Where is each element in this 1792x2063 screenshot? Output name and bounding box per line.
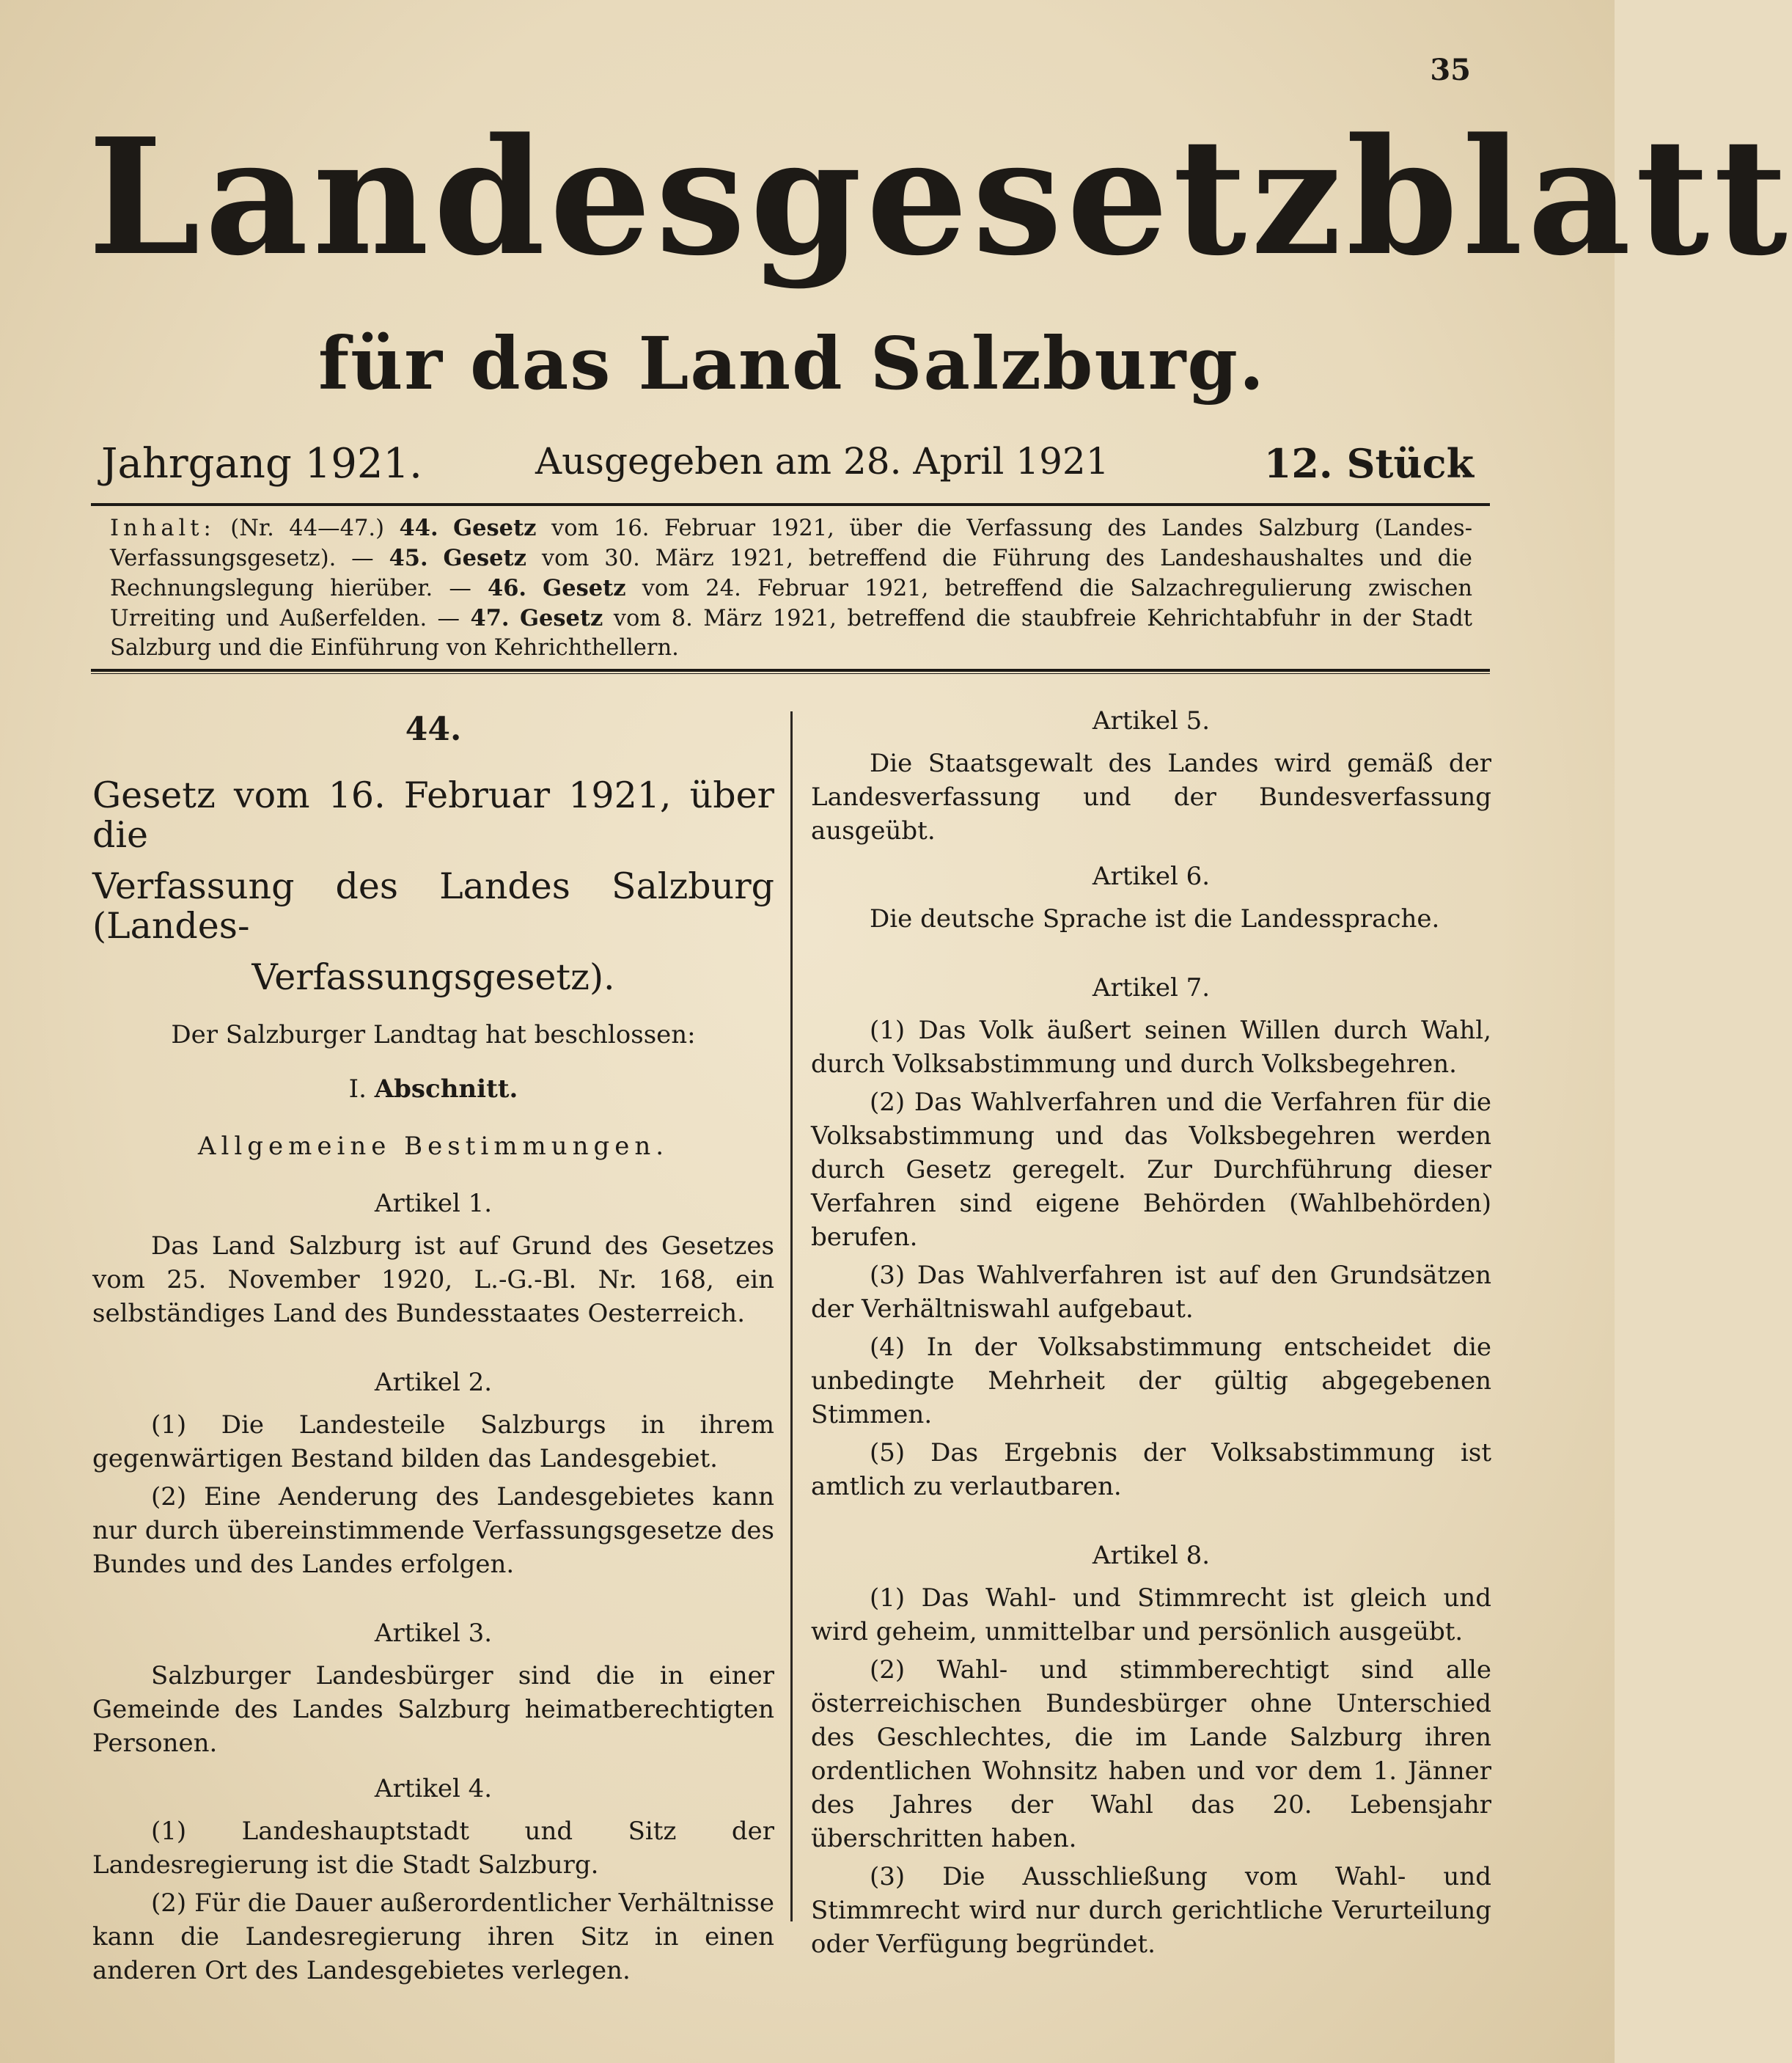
contents-entry-kind: Gesetz xyxy=(543,575,626,601)
article-paragraph: Das Land Salzburg ist auf Grund des Gesetzes vom 25. November 1920, L.-G.-Bl. Nr. 168, ein selbständiges Land des Bundesstaates Oesterreich. xyxy=(92,1231,774,1328)
contents-entry-num: 44. xyxy=(399,515,438,541)
article-paragraph: (4) In der Volksabstimmung entscheidet die unbedingte Mehrheit der gültig abgegebenen Stimmen. xyxy=(811,1333,1491,1429)
law-title-line: Gesetz vom 16. Februar 1921, über die xyxy=(92,774,774,856)
contents-entry-num: 46. xyxy=(487,575,527,601)
right-column xyxy=(811,704,1491,1965)
article-paragraph: Die Staatsgewalt des Landes wird gemäß der Landesverfassung und der Bundesverfassung ausgeübt. xyxy=(811,749,1491,846)
article-paragraph: (1) Das Wahl- und Stimmrecht ist gleich und wird geheim, unmittelbar und persönlich ausgeübt. xyxy=(811,1583,1491,1646)
contents-label: Inhalt: xyxy=(110,516,216,541)
contents-entry-num: 45. xyxy=(389,545,428,571)
article-paragraph: (5) Das Ergebnis der Volksabstimmung ist amtlich zu verlautbaren. xyxy=(811,1438,1491,1501)
article-paragraph: (1) Landeshauptstadt und Sitz der Landesregierung ist die Stadt Salzburg. xyxy=(92,1817,774,1880)
article-paragraph: Salzburger Landesbürger sind die in einer Gemeinde des Landes Salzburg heimatberechtigten Personen. xyxy=(92,1661,774,1758)
article-title: Artikel 6. xyxy=(1092,862,1211,891)
section-heading xyxy=(92,1072,774,1106)
enactment-clause: Der Salzburger Landtag hat beschlossen: xyxy=(171,1020,696,1049)
article-paragraph: (3) Das Wahlverfahren ist auf den Grundsätzen der Verhältniswahl aufgebaut. xyxy=(811,1261,1491,1324)
contents-entry-kind: Gesetz xyxy=(443,545,526,571)
issue-number: 12. Stück xyxy=(1263,440,1474,487)
contents-entry-kind: Gesetz xyxy=(453,515,537,541)
issue-line xyxy=(95,440,1474,491)
issue-date: Ausgegeben am 28. April 1921 xyxy=(535,440,1109,483)
section-label: Abschnitt. xyxy=(374,1074,518,1104)
article-paragraph: (1) Das Volk äußert seinen Willen durch Wahl, durch Volksabstimmung und durch Volksbegehren. xyxy=(811,1016,1491,1079)
article-paragraph: (2) Das Wahlverfahren und die Verfahren für die Volksabstimmung und das Volksbegehren werden durch Gesetz geregelt. Zur Durchführung dieser Verfahren sind eigene Behörden (Wahlbehörden) berufen. xyxy=(811,1088,1491,1252)
header-rule xyxy=(91,503,1490,506)
table-of-contents xyxy=(110,513,1472,663)
law-title-line: Verfassungsgesetz). xyxy=(251,956,615,998)
article-title: Artikel 8. xyxy=(1092,1541,1211,1570)
left-column xyxy=(92,704,774,1992)
contents-entry-num: 47. xyxy=(470,605,510,631)
contents-rule-thin xyxy=(91,673,1490,674)
law-number: 44. xyxy=(405,711,462,748)
contents-entry-kind: Gesetz xyxy=(519,605,603,631)
article-paragraph: (2) Wahl- und stimmberechtigt sind alle österreichischen Bundesbürger ohne Unterschied des Geschlechtes, die im Lande Salzburg ihren ordentlichen Wohnsitz haben und vor dem 1. Jänner des Jahres der Wahl das 20. Lebensjahr überschritten haben. xyxy=(811,1655,1491,1853)
article-title: Artikel 3. xyxy=(374,1619,493,1648)
article-paragraph: (2) Eine Aenderung des Landesgebietes kann nur durch übereinstimmende Verfassungsgesetze des Bundes und des Landes erfolgen. xyxy=(92,1482,774,1579)
column-divider xyxy=(790,711,793,1921)
masthead-subtitle: für das Land Salzburg. xyxy=(318,322,1266,406)
contents-range: (Nr. 44—47.) xyxy=(215,516,400,541)
section-subheading: Allgemeine Bestimmungen. xyxy=(197,1132,669,1161)
law-title-line: Verfassung des Landes Salzburg (Landes- xyxy=(92,865,774,947)
masthead-title: Landesgesetzblatt xyxy=(88,103,1792,291)
section-number: I. xyxy=(348,1074,367,1104)
contents-entry-text: vom 8. März 1921, betreffend die staubfreie Kehrichtabfuhr in der Stadt Salzburg und die Einführung von Kehrichthellern. xyxy=(110,606,1472,661)
article-title: Artikel 4. xyxy=(374,1774,493,1803)
article-paragraph: (3) Die Ausschließung vom Wahl- und Stimmrecht wird nur durch gerichtliche Verurteilung oder Verfügung begründet. xyxy=(811,1862,1491,1959)
article-paragraph: (1) Die Landesteile Salzburgs in ihrem gegenwärtigen Bestand bilden das Landesgebiet. xyxy=(92,1410,774,1473)
article-title: Artikel 5. xyxy=(1092,706,1211,736)
article-title: Artikel 7. xyxy=(1092,973,1211,1003)
contents-entry-text: vom 24. Februar 1921, betreffend die Salzachregulierung zwischen Urreiting und Außerfelden. — xyxy=(110,576,1473,631)
article-paragraph: (2) Für die Dauer außerordentlicher Verhältnisse kann die Landesregierung ihren Sitz in einen anderen Ort des Landesgebietes verlegen. xyxy=(92,1888,774,1985)
article-title: Artikel 1. xyxy=(374,1189,493,1218)
contents-entry-text: vom 30. März 1921, betreffend die Führung des Landeshaushaltes und die Rechnungslegung hierüber. — xyxy=(110,546,1472,601)
article-paragraph: Die deutsche Sprache ist die Landessprache. xyxy=(870,904,1440,934)
page-number: 35 xyxy=(1430,53,1471,87)
contents-rule xyxy=(91,669,1490,672)
article-title: Artikel 2. xyxy=(374,1368,493,1397)
issue-year: Jahrgang 1921. xyxy=(101,440,422,488)
contents-entry-text: vom 16. Februar 1921, über die Verfassung des Landes Salzburg (Landes-Verfassungsgesetz). — xyxy=(110,516,1473,571)
